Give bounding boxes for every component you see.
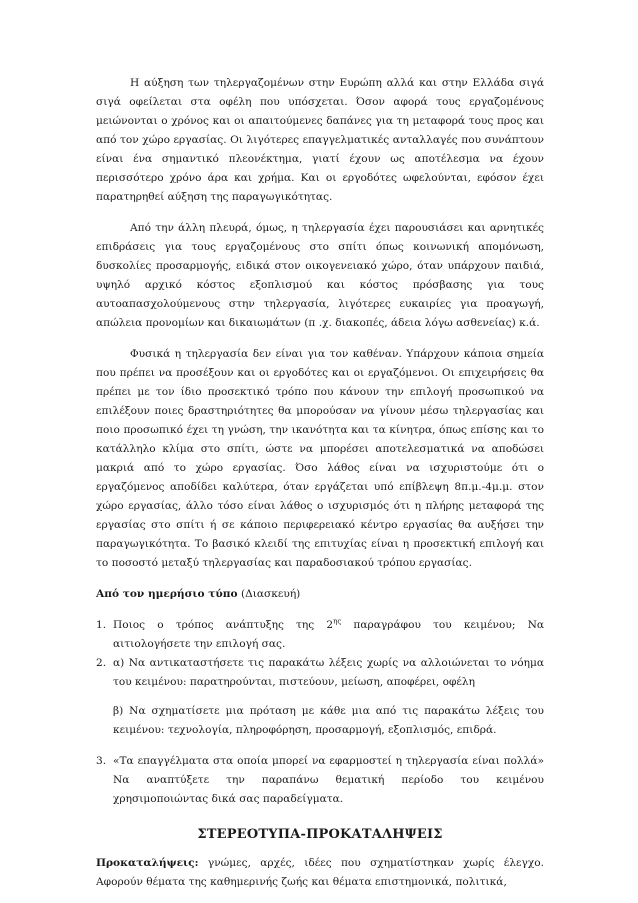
- question-1-superscript: ης: [333, 617, 342, 626]
- question-3: [96, 752, 544, 809]
- question-3-text: «Τα επαγγέλματα στα οποία μπορεί να εφαρμοστεί η τηλεργασία είναι πολλά» Να αναπτύξετε την παραπάνω θεματική περίοδο του κειμένου χρησιμοποιώντας δικά σας παραδείγματα.: [113, 755, 544, 805]
- question-1-text-start: Ποιος ο τρόπος ανάπτυξης της 2: [113, 619, 334, 631]
- source-note: (Διασκευή): [237, 588, 301, 600]
- question-2a-text: α) Να αντικαταστήσετε τις παρακάτω λέξεις χωρίς να αλλοιώνεται το νόημα του κειμένου: παρατηρούνται, πιστεύουν, μείωση, αποφέρει, οφέλη: [113, 657, 544, 688]
- paragraph-3: Φυσικά η τηλεργασία δεν είναι για τον καθέναν. Υπάρχουν κάποια σημεία που πρέπει να προσέξουν και οι εργοδότες και οι εργαζόμενοι. Οι επιχειρήσεις θα πρέπει με τον ίδιο προσεκτικό τρόπο που κάνουν την επιλογή προσωπικού να επιλέξουν ποιες δραστηριότητες θα μπορούσαν να γίνουν μέσω τηλεργασίας και ποιο προσωπικό έχει τη γνώση, την ικανότητα και τα κίνητρα, όπως επίσης και το κατάλληλο κλίμα στο σπίτι, ώστε να μπορέσει αποτελεσματικά να αποδώσει μακριά από το χώρο εργασίας. Όσο λάθος είναι να ισχυριστούμε ότι ο εργαζόμενος αποδίδει καλύτερα, όταν εργάζεται υπό επίβλεψη 8π.μ.-4μ.μ. στον χώρο εργασίας, άλλο τόσο είναι λάθος ο ισχυρισμός ότι η πλήρης μεταφορά της εργασίας στο σπίτι ή σε κάποιο περιφερειακό κέντρο εργασίας θα αυξήσει την παραγωγικότητα. Το βασικό κλειδί της επιτυχίας είναι η προσεκτική επιλογή και το ποσοστό μεταξύ τηλεργασίας και παραδοσιακού τρόπου εργασίας.: [96, 348, 544, 569]
- paragraph-2: Από την άλλη πλευρά, όμως, η τηλεργασία έχει παρουσιάσει και αρνητικές επιδράσεις για τους εργαζομένους στο σπίτι όπως κοινωνική απομόνωση, δυσκολίες προσαρμογής, ειδικά στον οικογενειακό χώρο, όταν υπάρχουν παιδιά, υψηλό αρχικό κόστος εξοπλισμού και κόστος πρόσβασης για τους αυτοαπασχολούμενους στην τηλεργασία, λιγότερες ευκαιρίες για προαγωγή, απώλεια προνομίων και δικαιωμάτων (π .χ. διακοπές, άδεια λόγω ασθενείας) κ.ά.: [96, 222, 544, 329]
- question-2b-text: β) Να σχηματίσετε μια πρόταση με κάθε μια από τις παρακάτω λέξεις του κειμένου: τεχνολογία, πληροφόρηση, προσαρμογή, εξοπλισμός, επιδρά.: [113, 705, 544, 736]
- question-1: [96, 616, 544, 654]
- questions-list-continued: [96, 752, 544, 809]
- question-2: [96, 654, 544, 692]
- questions-list: [96, 616, 544, 692]
- definition-term: Προκαταλήψεις:: [96, 857, 199, 869]
- paragraph-1: Η αύξηση των τηλεργαζομένων στην Ευρώπη αλλά και στην Ελλάδα σιγά σιγά οφείλεται στα οφέλη που υπόσχεται. Όσον αφορά τους εργαζομένους μειώνονται ο χρόνος και οι απαιτούμενες δαπάνες για τη μεταφορά τους προς και από τον χώρο εργασίας. Οι λιγότερες επαγγελματικές ανταλλαγές που συνάπτουν είναι ένα σημαντικό πλεονέκτημα, γιατί έχουν ως αποτέλεσμα να έχουν περισσότερο χρόνο άρα και χρήμα. Και οι εργοδότες ωφελούνται, εφόσον έχει παρατηρηθεί αύξηση της παραγωγικότητας.: [96, 77, 544, 203]
- source-label: Από τον ημερήσιο τύπο: [96, 588, 238, 600]
- section-title: ΣΤΕΡΕΟΤΥΠΑ-ΠΡΟΚΑΤΑΛΗΨΕΙΣ: [197, 827, 443, 842]
- question-1-number: 1.: [96, 619, 107, 631]
- question-3-number: 3.: [96, 755, 107, 767]
- question-1-text-end: παραγράφου του κειμένου; Να αιτιολογήσετε την επιλογή σας.: [113, 619, 544, 650]
- definition-paragraph: [96, 854, 544, 892]
- question-2-number: 2.: [96, 657, 107, 669]
- source-line: [96, 585, 544, 604]
- definition-text: γνώμες, αρχές, ιδέες που σχηματίστηκαν χωρίς έλεγχο. Αφορούν θέματα της καθημερινής ζωής και θέματα επιστημονικά, πολιτικά,: [96, 857, 544, 888]
- document-page: [96, 74, 544, 892]
